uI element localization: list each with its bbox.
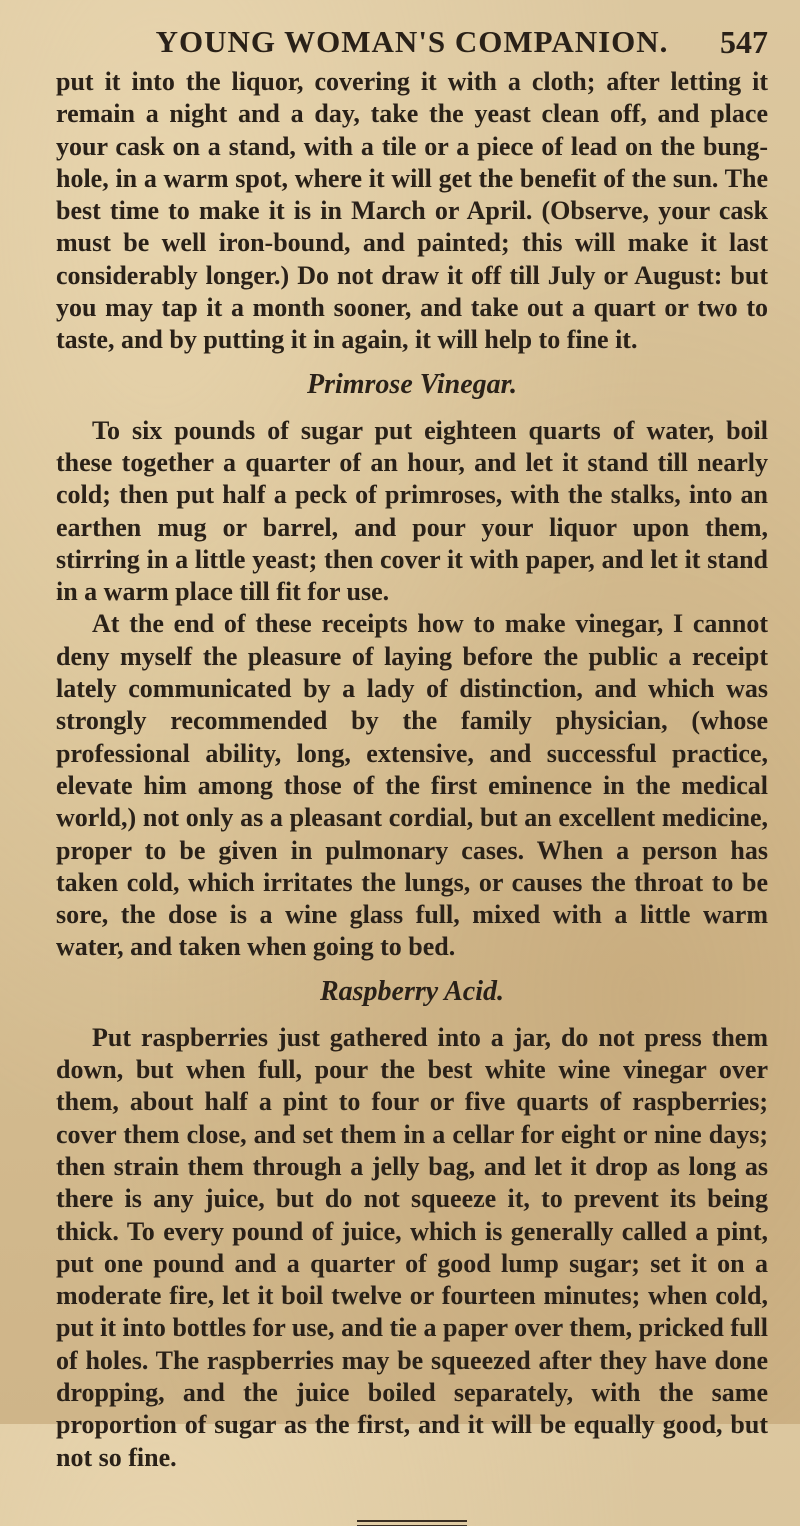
paragraph-primrose-vinegar: To six pounds of sugar put eighteen quarts of water, boil these together a quarter of an hour, and let it stand till nearly cold; then put half a peck of primroses, with the stalks, into an earthen mug or barrel, and pour your liquor upon them, stirring in a little yeast; then cover it with paper, and let it stand in a warm place till fit for use. xyxy=(56,415,768,607)
body-text xyxy=(56,66,768,1474)
book-page xyxy=(56,18,768,1526)
section-end-rule xyxy=(357,1520,467,1526)
recipe-heading-raspberry-acid: Raspberry Acid. xyxy=(319,975,505,1007)
page-number: 547 xyxy=(720,24,768,60)
paragraph-vinegar-receipt-note: At the end of these receipts how to make vinegar, I cannot deny myself the pleasure of laying before the public a receipt lately communicated by a lady of distinction, and which was strongly recommended by the family physician, (whose professional ability, long, extensive, and successful practice, elevate him among those of the first eminence in the medical world,) not only as a pleasant cordial, but an excellent medicine, proper to be given in pulmonary cases. When a person has taken cold, which irritates the lungs, or causes the throat to be sore, the dose is a wine glass full, mixed with a little warm water, and taken when going to bed. xyxy=(56,609,768,962)
recipe-heading-primrose-vinegar: Primrose Vinegar. xyxy=(306,368,518,400)
paragraph-continuation: put it into the liquor, covering it with a cloth; after letting it remain a night and a day, take the yeast clean off, and place your cask on a stand, with a tile or a piece of lead on the bung-hole, in a warm spot, where it will get the benefit of the sun. The best time to make it is in March or April. (Observe, your cask must be well iron-bound, and painted; this will make it last considerably longer.) Do not draw it off till July or August: but you may tap it a month sooner, and take out a quart or two to taste, and by putting it in again, it will help to fine it. xyxy=(56,67,768,355)
paragraph-raspberry-acid: Put raspberries just gathered into a jar, do not press them down, but when full, pour the best white wine vinegar over them, about half a pint to four or five quarts of raspberries; cover them close, and set them in a cellar for eight or nine days; then strain them through a jelly bag, and let it drop as long as there is any juice, but do not squeeze it, to prevent its being thick. To every pound of juice, which is generally called a pint, put one pound and a quarter of good lump sugar; set it on a moderate fire, let it boil twelve or fourteen minutes; when cold, put it into bottles for use, and tie a paper over them, pricked full of holes. The raspberries may be squeezed after they have done dropping, and the juice boiled separately, with the same proportion of sugar as the first, and it will be equally good, but not so fine. xyxy=(56,1022,768,1472)
running-header xyxy=(56,18,768,66)
running-title: YOUNG WOMAN'S COMPANION. xyxy=(155,24,669,59)
